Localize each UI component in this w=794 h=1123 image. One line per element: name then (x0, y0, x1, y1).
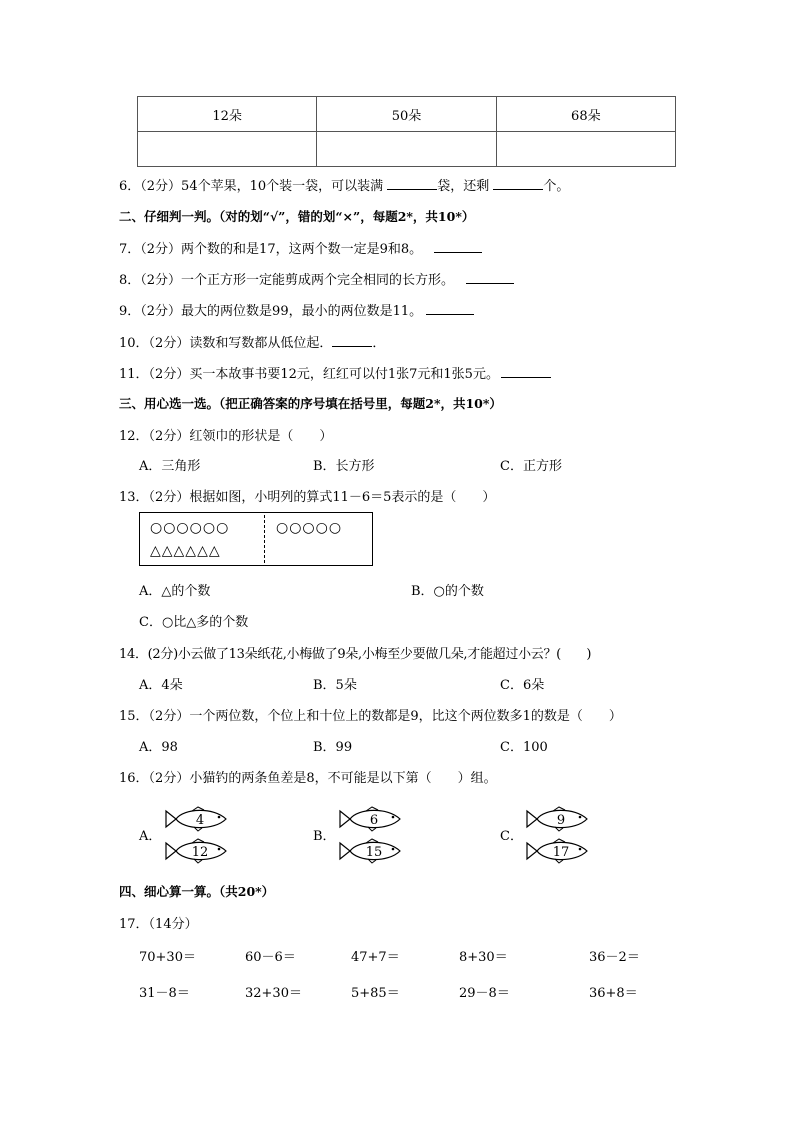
calc-item: 8+30＝ (459, 950, 508, 965)
calc-item: 47+7＝ (351, 950, 400, 965)
fish-number: 12 (191, 845, 209, 860)
table-cell (138, 132, 317, 167)
dashed-divider (264, 515, 265, 563)
option-c[interactable]: C．100 (500, 740, 548, 755)
answer-blank[interactable] (466, 271, 514, 284)
answer-blank[interactable] (426, 302, 474, 315)
table-cell: 50朵 (317, 97, 496, 132)
flower-table (137, 96, 676, 167)
option-a[interactable]: A． (139, 829, 162, 844)
table-cell: 12朵 (138, 97, 317, 132)
question-8: 8．（2分）一个正方形一定能剪成两个完全相同的长方形。 (119, 269, 514, 288)
question-12-stem: 12．（2分）红领巾的形状是（ ） (119, 429, 333, 444)
calc-item: 36+8＝ (589, 986, 638, 1001)
answer-blank[interactable] (387, 177, 437, 190)
fish-number: 15 (365, 845, 383, 860)
option-a[interactable]: A．△的个数 (139, 584, 211, 599)
question-16-stem: 16．（2分）小猫钓的两条鱼差是8，不可能是以下第（ ）组。 (119, 771, 497, 786)
section-3-heading: 三、用心选一选。（把正确答案的序号填在括号里，每题2*，共10*） (119, 396, 502, 411)
calc-item: 29－8＝ (459, 986, 510, 1001)
calc-item: 36－2＝ (589, 950, 640, 965)
fish-icon (338, 838, 402, 864)
option-a[interactable]: A．4朵 (139, 678, 183, 693)
option-c[interactable]: C． (500, 829, 523, 844)
section-2-heading: 二、仔细判一判。（对的划“√”，错的划“×”，每题2*，共10*） (119, 209, 475, 224)
fish-number: 9 (556, 813, 566, 828)
calc-item: 70+30＝ (139, 950, 196, 965)
question-14-stem: 14．(2分)小云做了13朵纸花,小梅做了9朵,小梅至少要做几朵,才能超过小云？( ) (119, 647, 592, 662)
fish-icon (164, 806, 228, 832)
circles-group-left: ○○○○○○ (150, 520, 230, 536)
answer-blank[interactable] (493, 177, 543, 190)
option-a[interactable]: A．98 (139, 740, 178, 755)
shapes-figure (139, 512, 373, 566)
table-cell (317, 132, 496, 167)
option-b[interactable]: B．○的个数 (411, 584, 484, 599)
answer-blank[interactable] (332, 334, 372, 347)
answer-blank[interactable] (501, 365, 551, 378)
option-b[interactable]: B．长方形 (313, 459, 375, 474)
option-b[interactable]: B．99 (313, 740, 353, 755)
question-17-stem: 17．（14分） (119, 917, 198, 932)
question-7: 7．（2分）两个数的和是17，这两个数一定是9和8。 (119, 238, 482, 257)
question-13-stem: 13．（2分）根据如图，小明列的算式11－6＝5表示的是（ ） (119, 490, 496, 505)
option-b[interactable]: B．5朵 (313, 678, 357, 693)
question-10: 10．（2分）读数和写数都从低位起． ． (119, 336, 386, 351)
section-4-heading: 四、细心算一算。（共20*） (119, 884, 275, 899)
calc-item: 60－6＝ (245, 950, 296, 965)
fish-number: 6 (369, 813, 379, 828)
question-9: 9．（2分）最大的两位数是99，最小的两位数是11。 (119, 300, 474, 319)
option-c[interactable]: C．正方形 (500, 459, 562, 474)
fish-number: 17 (552, 845, 570, 860)
fish-icon (525, 806, 589, 832)
circles-group-right: ○○○○○ (276, 520, 343, 536)
fish-number: 4 (195, 813, 205, 828)
option-a[interactable]: A．三角形 (139, 459, 201, 474)
fish-icon (338, 806, 402, 832)
triangles-group: △△△△△△ (150, 543, 221, 559)
option-b[interactable]: B． (313, 829, 336, 844)
question-11: 11．（2分）买一本故事书要12元，红红可以付1张7元和1张5元。 (119, 363, 551, 382)
option-c[interactable]: C．6朵 (500, 678, 545, 693)
option-c[interactable]: C．○比△多的个数 (139, 615, 249, 630)
table-cell (496, 132, 675, 167)
table-cell: 68朵 (496, 97, 675, 132)
fish-icon (525, 838, 589, 864)
calc-item: 31－8＝ (139, 986, 190, 1001)
question-15-stem: 15．（2分）一个两位数，个位上和十位上的数都是9，比这个两位数多1的数是（ ） (119, 709, 622, 724)
question-6: 6．（2分）54个苹果，10个装一袋，可以装满 袋，还剩 个。 (119, 179, 570, 194)
calc-item: 32+30＝ (245, 986, 302, 1001)
calc-item: 5+85＝ (351, 986, 400, 1001)
fish-icon (164, 838, 228, 864)
answer-blank[interactable] (434, 240, 482, 253)
